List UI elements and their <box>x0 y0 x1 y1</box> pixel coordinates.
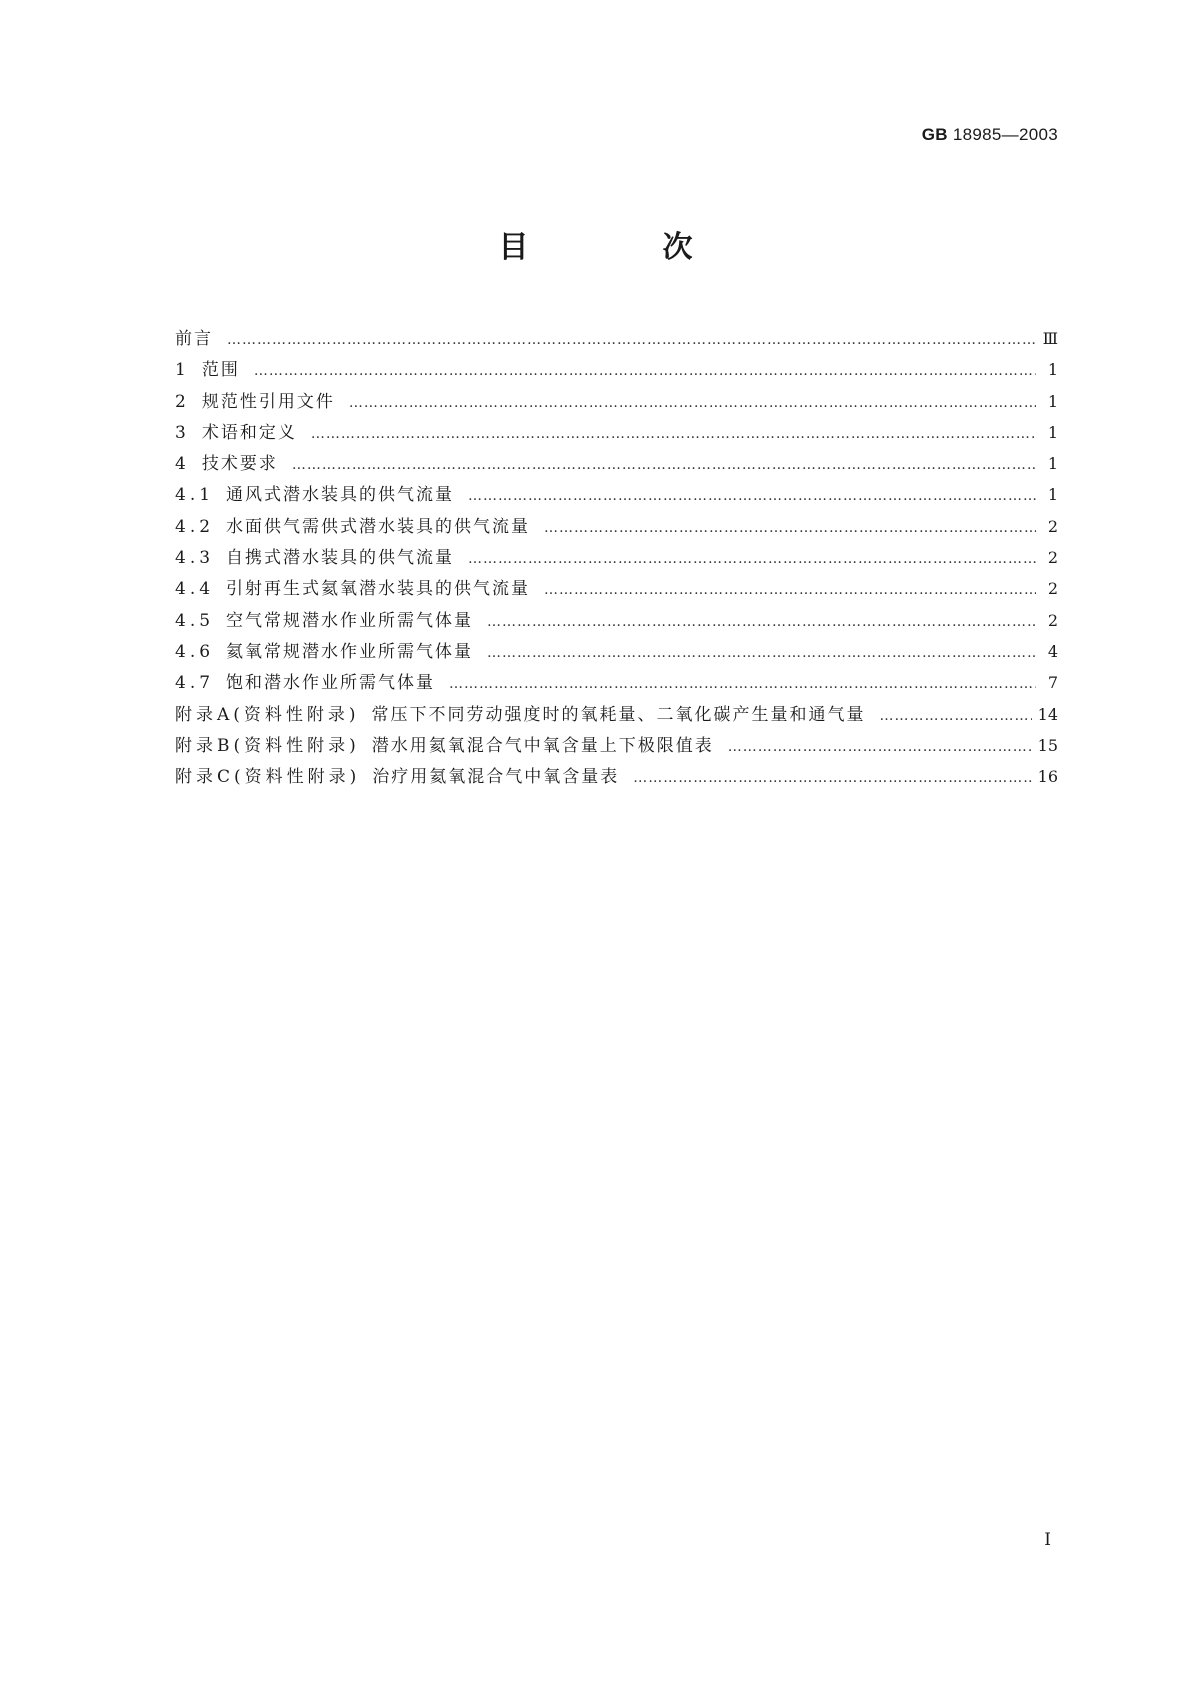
toc-entry-title: 饱和潜水作业所需气体量 <box>226 673 436 694</box>
toc-entry-number: 4.2 <box>175 516 215 537</box>
toc-entry[interactable] <box>175 355 1058 386</box>
toc-entry-title: 引射再生式氦氧潜水装具的供气流量 <box>226 579 531 600</box>
toc-entry-number: 1 <box>175 360 190 381</box>
toc-leader-dots <box>487 645 1036 661</box>
toc-leader-dots <box>880 708 1032 724</box>
toc-entry[interactable] <box>175 418 1058 449</box>
toc-leader-dots <box>633 770 1031 786</box>
toc-entry[interactable] <box>175 637 1058 668</box>
toc-leader-dots <box>227 332 1036 348</box>
toc-leader-dots <box>349 395 1036 411</box>
page-number: I <box>1044 1530 1051 1550</box>
toc-leader-dots <box>468 551 1036 567</box>
toc-entry[interactable] <box>175 574 1058 605</box>
toc-entry-page: 14 <box>1037 704 1058 724</box>
toc-leader-dots <box>544 582 1036 598</box>
toc-entry-number: 4.7 <box>175 673 215 694</box>
toc-entry-title: 规范性引用文件 <box>201 391 335 412</box>
toc-entry-number: 4.5 <box>175 610 215 631</box>
toc-entry[interactable] <box>175 480 1058 511</box>
toc-entry[interactable] <box>175 731 1058 762</box>
toc-entry-number: 附录C(资料性附录) <box>175 767 361 788</box>
toc-entry-page: 1 <box>1047 485 1058 505</box>
standard-code <box>922 125 1058 145</box>
toc-entry-page: 1 <box>1047 422 1058 442</box>
standard-prefix: GB <box>921 125 948 144</box>
toc-entry-title: 常压下不同劳动强度时的氧耗量、二氧化碳产生量和通气量 <box>371 704 866 725</box>
toc-leader-dots <box>311 426 1036 442</box>
toc-entry[interactable] <box>175 606 1058 637</box>
toc-entry[interactable] <box>175 700 1058 731</box>
toc-entry-number: 4 <box>175 454 190 475</box>
table-of-contents <box>175 324 1058 793</box>
toc-entry-number: 附录B(资料性附录) <box>175 735 360 756</box>
toc-entry-title: 水面供气需供式潜水装具的供气流量 <box>226 516 531 537</box>
toc-leader-dots <box>728 739 1032 755</box>
toc-entry-title: 治疗用氦氧混合气中氧含量表 <box>372 767 620 788</box>
toc-entry[interactable] <box>175 449 1058 480</box>
toc-entry-page: Ⅲ <box>1042 329 1058 348</box>
toc-entry-title: 前言 <box>175 329 213 349</box>
toc-entry-title: 自携式潜水装具的供气流量 <box>226 548 455 569</box>
toc-entry-title: 术语和定义 <box>201 422 297 443</box>
toc-leader-dots <box>292 457 1036 473</box>
page-title: 目 次 <box>498 230 745 265</box>
toc-entry-title: 通风式潜水装具的供气流量 <box>226 485 455 506</box>
toc-entry-number: 4.6 <box>175 641 215 662</box>
toc-entry-number: 3 <box>175 422 190 443</box>
toc-entry-number: 2 <box>175 391 190 412</box>
toc-entry-title: 空气常规潜水作业所需气体量 <box>226 610 474 631</box>
toc-entry-page: 2 <box>1047 579 1058 599</box>
toc-entry[interactable] <box>175 762 1058 793</box>
toc-entry-number: 4.3 <box>175 548 215 569</box>
toc-entry-page: 1 <box>1047 360 1058 380</box>
toc-entry-page: 2 <box>1047 610 1058 630</box>
toc-entry-page: 2 <box>1047 516 1058 536</box>
toc-leader-dots <box>468 488 1036 504</box>
toc-entry-page: 16 <box>1037 767 1058 787</box>
toc-entry-number: 4.4 <box>175 579 215 600</box>
toc-entry-page: 7 <box>1047 673 1058 693</box>
toc-leader-dots <box>449 676 1036 692</box>
toc-entry-title: 潜水用氦氧混合气中氧含量上下极限值表 <box>371 735 714 756</box>
toc-leader-dots <box>487 614 1036 630</box>
toc-entry-page: 15 <box>1037 735 1058 755</box>
standard-number: 18985—2003 <box>952 125 1058 144</box>
toc-entry-page: 1 <box>1047 391 1058 411</box>
toc-entry-number: 4.1 <box>175 485 215 506</box>
toc-entry-page: 1 <box>1047 454 1058 474</box>
toc-entry[interactable] <box>175 324 1058 355</box>
toc-entry-page: 4 <box>1047 641 1058 661</box>
toc-leader-dots <box>254 363 1036 379</box>
toc-entry[interactable] <box>175 387 1058 418</box>
toc-entry-title: 技术要求 <box>201 454 278 475</box>
toc-entry-title: 氦氧常规潜水作业所需气体量 <box>226 641 474 662</box>
toc-entry[interactable] <box>175 543 1058 574</box>
toc-leader-dots <box>544 520 1036 536</box>
toc-entry-number: 附录A(资料性附录) <box>175 704 360 725</box>
toc-entry[interactable] <box>175 512 1058 543</box>
toc-entry-title: 范围 <box>201 360 240 381</box>
toc-entry[interactable] <box>175 668 1058 699</box>
toc-entry-page: 2 <box>1047 548 1058 568</box>
